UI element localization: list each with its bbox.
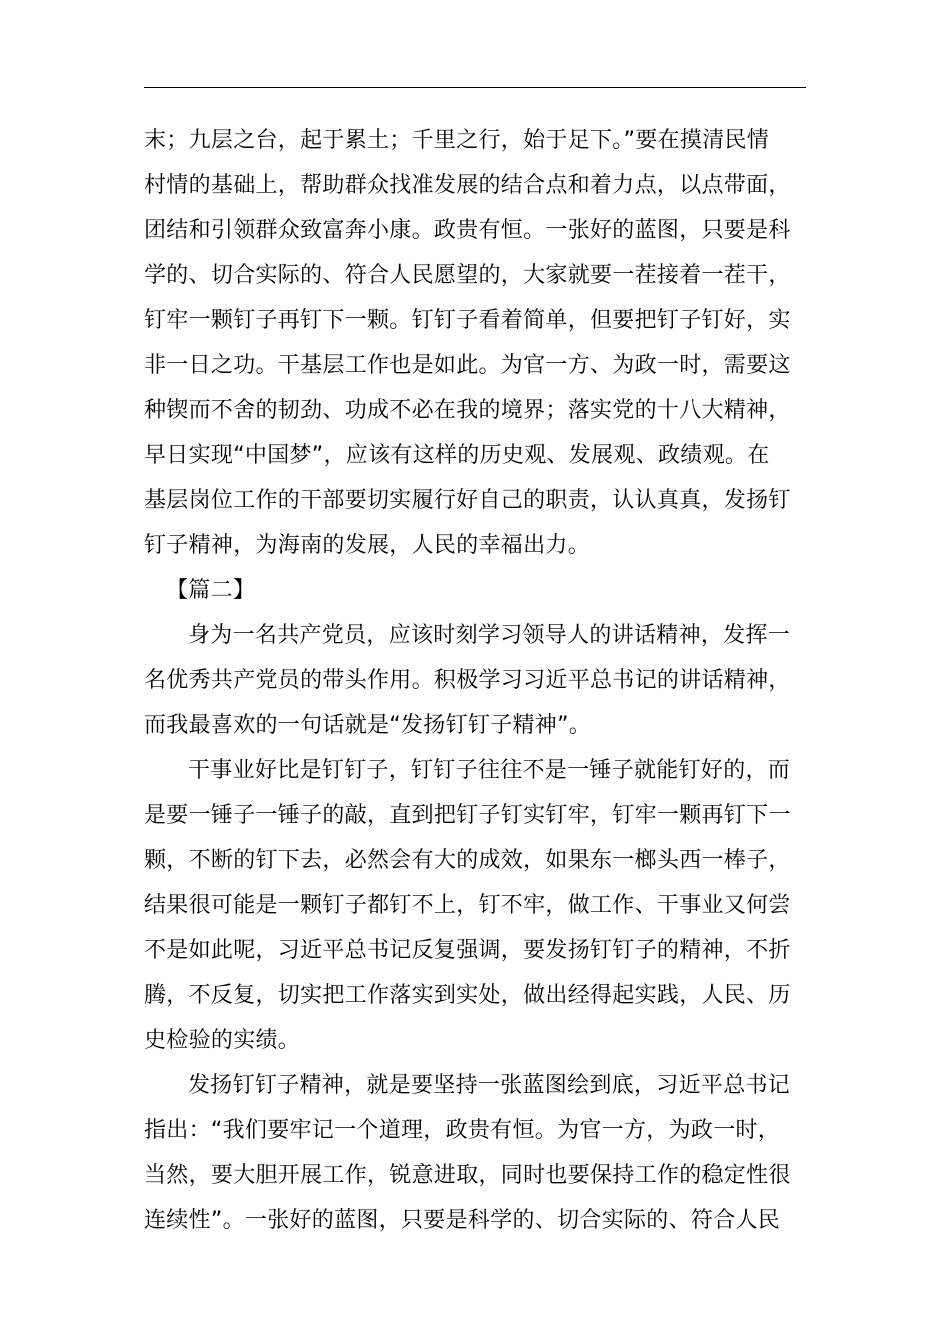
text-line: 腾，不反复，切实把工作落实到实处，做出经得起实践，人民、历 <box>144 983 791 1008</box>
text-line: 而我最喜欢的一句话就是“发扬钉钉子精神”。 <box>144 713 592 738</box>
text-line: 学的、切合实际的、符合人民愿望的，大家就要一茬接着一茬干， <box>144 263 791 288</box>
text-line: 干事业好比是钉钉子，钉钉子往往不是一锤子就能钉好的，而 <box>188 758 791 783</box>
text-line: 钉牢一颗钉子再钉下一颗。钉钉子看着简单，但要把钉子钉好，实 <box>144 308 791 333</box>
text-line: 结果很可能是一颗钉子都钉不上，钉不牢，做工作、干事业又何尝 <box>144 893 791 918</box>
text-line: 钉子精神，为海南的发展，人民的幸福出力。 <box>144 533 591 558</box>
document-body <box>144 118 806 1243</box>
text-line: 非一日之功。干基层工作也是如此。为官一方、为政一时，需要这 <box>144 353 791 378</box>
text-line: 不是如此呢，习近平总书记反复强调，要发扬钉钉子的精神，不折 <box>144 938 791 963</box>
text-line: 村情的基础上，帮助群众找准发展的结合点和着力点，以点带面， <box>144 173 791 198</box>
text-line: 史检验的实绩。 <box>144 1028 301 1053</box>
text-line: 团结和引领群众致富奔小康。政贵有恒。一张好的蓝图，只要是科 <box>144 218 791 243</box>
text-line: 发扬钉钉子精神，就是要坚持一张蓝图绘到底，习近平总书记 <box>188 1073 791 1098</box>
text-line: 末；九层之台，起于累土；千里之行，始于足下。”要在摸清民情 <box>144 128 770 153</box>
text-line: 连续性”。一张好的蓝图，只要是科学的、切合实际的、符合人民 <box>144 1208 781 1233</box>
text-line: 名优秀共产党员的带头作用。积极学习习近平总书记的讲话精神， <box>144 668 791 693</box>
text-line: 是要一锤子一锤子的敲，直到把钉子钉实钉牢，钉牢一颗再钉下一 <box>144 803 791 828</box>
text-line: 当然，要大胆开展工作，锐意进取，同时也要保持工作的稳定性很 <box>144 1163 791 1188</box>
section-heading: 【篇二】 <box>166 578 256 603</box>
header-rule <box>144 87 806 88</box>
text-line: 指出：“我们要牢记一个道理，政贵有恒。为官一方，为政一时， <box>144 1118 781 1143</box>
text-line: 颗，不断的钉下去，必然会有大的成效，如果东一榔头西一棒子， <box>144 848 791 873</box>
text-line: 身为一名共产党员，应该时刻学习领导人的讲话精神，发挥一 <box>188 623 791 648</box>
text-line: 种锲而不舍的韧劲、功成不必在我的境界；落实党的十八大精神， <box>144 398 791 423</box>
text-line: 早日实现“中国梦”，应该有这样的历史观、发展观、政绩观。在 <box>144 443 770 468</box>
text-line: 基层岗位工作的干部要切实履行好自己的职责，认认真真，发扬钉 <box>144 488 791 513</box>
